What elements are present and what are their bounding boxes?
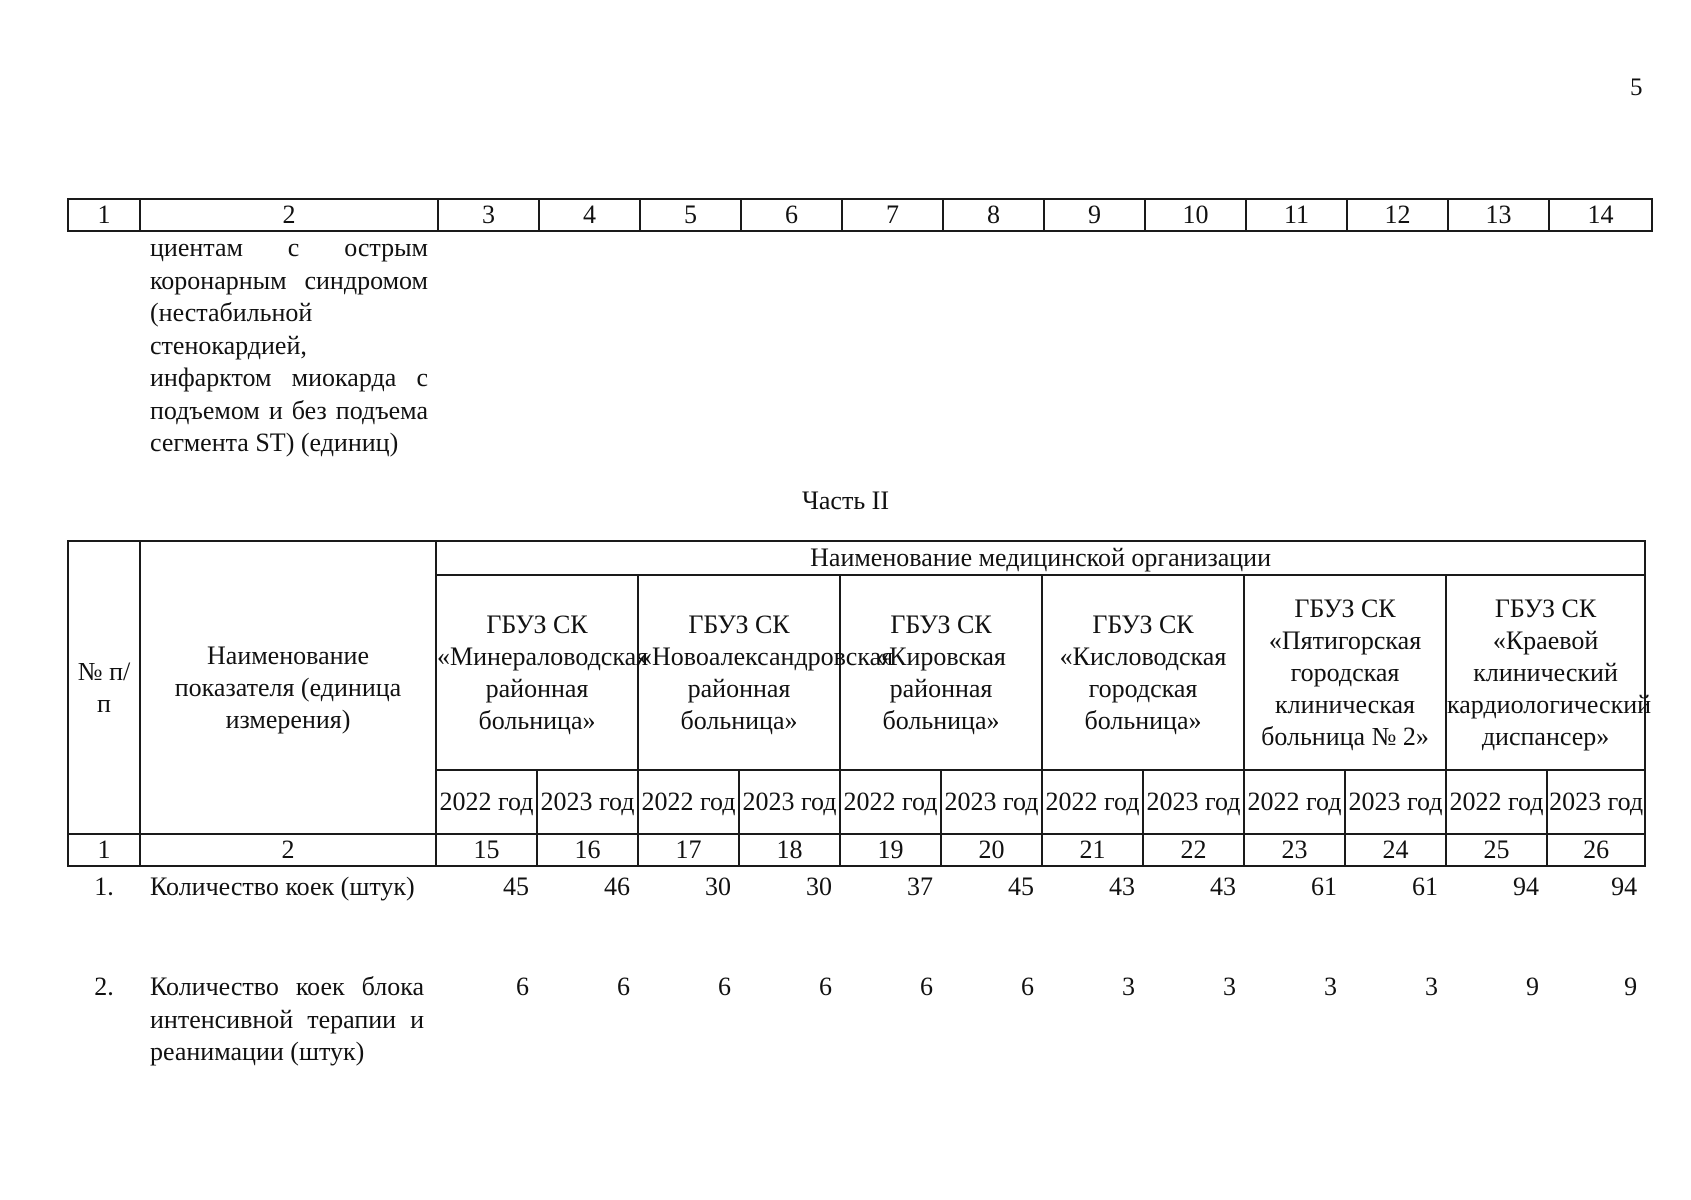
- column-number: 16: [537, 834, 638, 866]
- cell-value: 6: [516, 972, 529, 1001]
- column-number: 17: [638, 834, 739, 866]
- column-number: 1: [68, 834, 140, 866]
- cell-value: 3: [1324, 972, 1337, 1001]
- column-number: 1: [68, 199, 140, 231]
- column-number: 12: [1347, 199, 1448, 231]
- year-header: 2023 год: [537, 770, 638, 834]
- cell-value: 3: [1425, 972, 1438, 1001]
- column-number: 18: [739, 834, 840, 866]
- cell-value: 6: [920, 972, 933, 1001]
- row-index: 2.: [94, 972, 114, 1001]
- column-number: 14: [1549, 199, 1652, 231]
- year-header: 2022 год: [1244, 770, 1345, 834]
- year-header: 2023 год: [1143, 770, 1244, 834]
- column-number: 22: [1143, 834, 1244, 866]
- cell-value: 45: [1008, 872, 1034, 901]
- cell-value: 6: [819, 972, 832, 1001]
- cell-value: 30: [705, 872, 731, 901]
- column-numbering-table: [67, 198, 1653, 232]
- column-number: 7: [842, 199, 943, 231]
- column-number: 9: [1044, 199, 1145, 231]
- organization-name: ГБУЗ СК «Кировская районная больница»: [840, 575, 1042, 770]
- column-number: 4: [539, 199, 640, 231]
- column-number: 11: [1246, 199, 1347, 231]
- organization-name: ГБУЗ СК «Кисловодская городская больница»: [1042, 575, 1244, 770]
- cell-value: 94: [1513, 872, 1539, 901]
- column-number: 21: [1042, 834, 1143, 866]
- table-row: [68, 866, 1645, 967]
- row-index: 1.: [94, 872, 114, 901]
- year-header: 2023 год: [941, 770, 1042, 834]
- organization-name: ГБУЗ СК «Минераловодская районная больница»: [436, 575, 638, 770]
- organization-name: ГБУЗ СК «Краевой клинический кардиологический диспансер»: [1446, 575, 1645, 770]
- column-number: 15: [436, 834, 537, 866]
- cell-value: 9: [1526, 972, 1539, 1001]
- column-number: 24: [1345, 834, 1446, 866]
- cell-value: 9: [1624, 972, 1638, 1001]
- cell-value: 43: [1210, 872, 1236, 901]
- cell-value: 6: [1021, 972, 1034, 1001]
- table-row: [68, 967, 1645, 1081]
- header-row: [68, 541, 1645, 575]
- year-header: 2022 год: [436, 770, 537, 834]
- cell-value: 37: [907, 872, 933, 901]
- column-number: 26: [1547, 834, 1645, 866]
- year-header: 2023 год: [739, 770, 840, 834]
- cell-value: 94: [1611, 872, 1638, 901]
- page-number: 5: [1630, 74, 1643, 101]
- indicator-label: Количество коек (штук): [150, 872, 415, 901]
- cell-value: 46: [604, 872, 630, 901]
- cell-value: 3: [1122, 972, 1135, 1001]
- organization-name: ГБУЗ СК «Пятигорская городская клиническая больница № 2»: [1244, 575, 1446, 770]
- column-number: 19: [840, 834, 941, 866]
- cell-value: 3: [1223, 972, 1236, 1001]
- continued-indicator-text: циентам с острым коронарным синдромом (нестабильной стенокардией, инфарктом миокарда с подъемом и без подъема сегмента ST) (единиц): [150, 233, 428, 457]
- organization-group-header: Наименование медицинской организации: [436, 541, 1645, 575]
- cell-value: 61: [1412, 872, 1438, 901]
- column-number: 5: [640, 199, 741, 231]
- column-number: 23: [1244, 834, 1345, 866]
- cell-value: 30: [806, 872, 832, 901]
- section-title: Часть II: [801, 486, 889, 515]
- column-number: 25: [1446, 834, 1547, 866]
- organization-name: ГБУЗ СК «Новоалександровская районная больница»: [638, 575, 840, 770]
- year-header: 2023 год: [1547, 770, 1645, 834]
- indicator-label: Количество коек блока интенсивной терапии и реанимации (штук): [150, 972, 424, 1066]
- cell-value: 6: [617, 972, 630, 1001]
- column-number: 10: [1145, 199, 1246, 231]
- cell-value: 45: [503, 872, 529, 901]
- column-number: 2: [140, 834, 436, 866]
- cell-value: 6: [718, 972, 731, 1001]
- column-number: 3: [438, 199, 539, 231]
- year-header: 2022 год: [1446, 770, 1547, 834]
- column-numbering-row: [68, 199, 1652, 231]
- year-header: 2022 год: [1042, 770, 1143, 834]
- year-header: 2023 год: [1345, 770, 1446, 834]
- year-header: 2022 год: [638, 770, 739, 834]
- indicators-table: [67, 540, 1652, 1081]
- column-number: 8: [943, 199, 1044, 231]
- column-number: 2: [140, 199, 438, 231]
- column-number-row: [68, 834, 1645, 866]
- indicator-column-header: Наименование показателя (единица измерения): [140, 541, 436, 834]
- cell-value: 61: [1311, 872, 1337, 901]
- column-number: 13: [1448, 199, 1549, 231]
- year-header: 2022 год: [840, 770, 941, 834]
- column-number: 6: [741, 199, 842, 231]
- column-number: 20: [941, 834, 1042, 866]
- cell-value: 43: [1109, 872, 1135, 901]
- index-column-header: № п/п: [68, 541, 140, 834]
